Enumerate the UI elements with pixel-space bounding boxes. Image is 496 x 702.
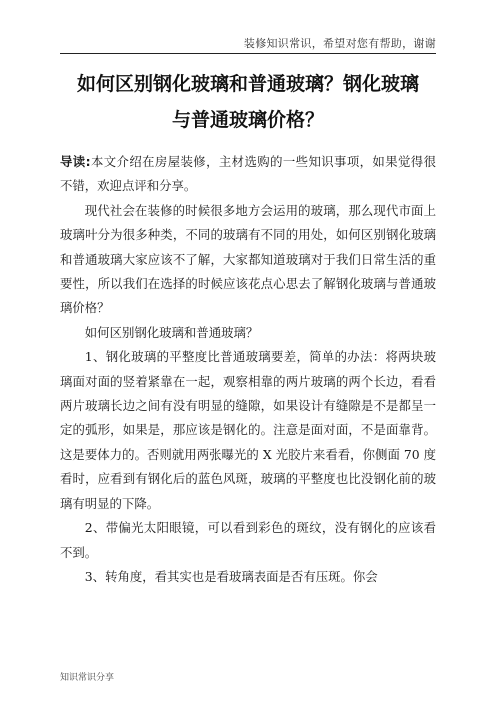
title-line-1: 如何区别钢化玻璃和普通玻璃？钢化玻璃 <box>76 73 419 95</box>
header-note: 装修知识常识，希望对您有帮助，谢谢 <box>243 37 436 50</box>
header-divider <box>60 53 436 54</box>
article-body <box>60 150 436 589</box>
body-paragraph-intro: 现代社会在装修的时候很多地方会运用的玻璃，那么现代市面上玻璃叶分为很多种类，不同的玻璃有不同的用处，如何区别钢化玻璃和普通玻璃大家应该不了解，大家都知道玻璃对于我们日常生活的重要性，所以我们在选择的时候应该花点心思去了解钢化玻璃与普通玻璃价格？ <box>60 202 436 316</box>
body-paragraph-method-3: 3、转角度，看其实也是看玻璃表面是否有压斑。你会 <box>84 568 378 584</box>
body-paragraph-method-2: 2、带偏光太阳眼镜，可以看到彩色的斑纹，没有钢化的应该看不到。 <box>60 520 436 560</box>
lead-label: 导读: <box>60 154 91 169</box>
lead-text: 本文介绍在房屋装修，主材选购的一些知识事项，如果觉得很不错，欢迎点评和分享。 <box>60 154 436 194</box>
title-line-2: 与普通玻璃价格？ <box>171 109 324 131</box>
lead-paragraph <box>60 150 436 199</box>
body-paragraph-method-1: 1、钢化玻璃的平整度比普通玻璃要差，简单的办法：将两块玻璃面对面的竖着紧靠在一起，观察相靠的两片玻璃的两个长边，看看两片玻璃长边之间有没有明显的缝隙，如果设计有缝隙是不是都呈一定的弧形，如果是，那应该是钢化的。注意是面对面，不是面靠背。这是要体力的。否则就用两张曝光的 X 光胶片来看看，你侧面 70 度看时，应看到有钢化后的蓝色风斑，玻璃的平整度也比没钢化前的玻璃有明显的下降。 <box>60 349 436 511</box>
page-title <box>60 66 436 138</box>
body-paragraph-question: 如何区别钢化玻璃和普通玻璃？ <box>84 324 259 340</box>
footer-note: 知识常识分享 <box>60 673 115 683</box>
